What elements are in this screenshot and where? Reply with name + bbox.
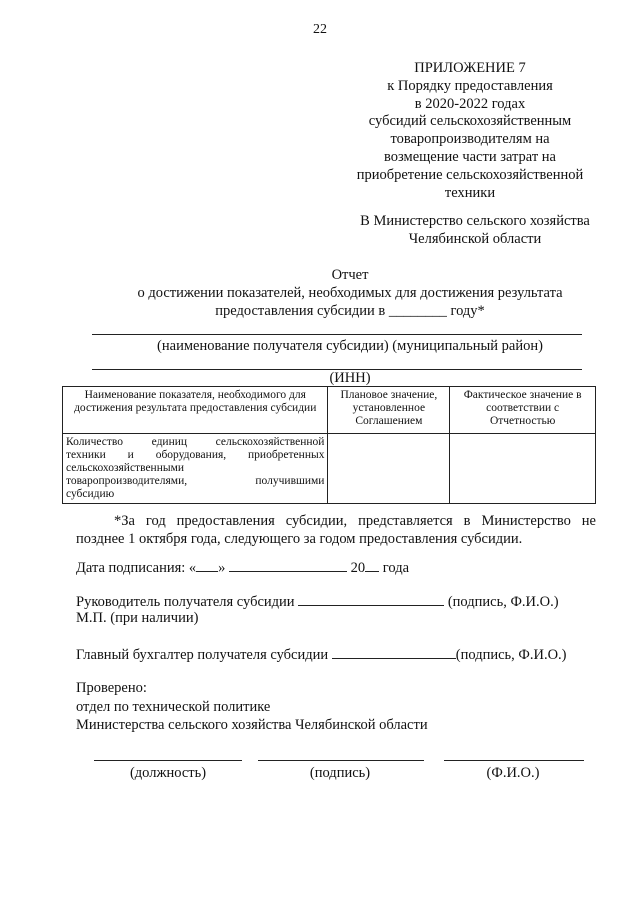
appendix-line: возмещение части затрат на — [384, 148, 556, 165]
appendix-line: к Порядку предоставления — [387, 77, 553, 94]
recipient-caption: (наименование получателя субсидии) (муниципальный район) — [157, 338, 543, 354]
indicator-cell — [63, 434, 328, 504]
table-row — [63, 434, 596, 504]
signing-date-line — [76, 558, 409, 577]
recipient-line — [92, 334, 582, 335]
header-planned: Плановое значение, установленное Соглашением — [328, 387, 450, 434]
year-blank[interactable] — [365, 558, 379, 572]
indicator-line: Количество единиц сельскохозяйственной — [66, 436, 325, 448]
footnote: *За год предоставления субсидии, представляется в Министерство не позднее 1 октября года, следующего за годом предоставления субсидии. — [76, 513, 596, 547]
verified-line: Министерства сельского хозяйства Челябинской области — [76, 717, 428, 733]
addressee-line: В Министерство сельского хозяйства — [360, 213, 590, 229]
signing-date-suffix: года — [382, 560, 410, 576]
addressee-line: Челябинской области — [408, 231, 542, 247]
verified-line: отдел по технической политике — [76, 698, 271, 715]
signature-line — [258, 760, 424, 761]
addressee-block — [330, 212, 620, 248]
appendix-line: товаропроизводителям на — [390, 131, 550, 148]
header-actual: Фактическое значение в соответствии с Отчетностью — [450, 387, 596, 434]
inn-caption: (ИНН) — [329, 370, 371, 386]
actual-value-cell[interactable] — [450, 434, 596, 504]
appendix-line: субсидий сельскохозяйственным — [368, 113, 572, 130]
signature-caption: (подпись) — [309, 765, 371, 781]
table-header-row — [63, 387, 596, 434]
header-indicator: Наименование показателя, необходимого для достижения результата предоставления субсидии — [63, 387, 328, 434]
page-number: 22 — [313, 22, 327, 37]
appendix-line: техники — [444, 184, 496, 201]
verified-block — [76, 679, 428, 735]
appendix-line: ПРИЛОЖЕНИЕ 7 — [414, 60, 526, 76]
appendix-line: в 2020-2022 годах — [414, 95, 526, 112]
position-caption: (должность) — [129, 765, 207, 781]
head-signature-line — [76, 592, 559, 611]
accountant-label: Главный бухгалтер получателя субсидии — [76, 647, 329, 663]
appendix-line: приобретение сельскохозяйственной — [356, 166, 584, 183]
name-caption: (Ф.И.О.) — [486, 765, 540, 781]
signing-date-year-prefix: 20 — [350, 560, 366, 576]
head-label: Руководитель получателя субсидии — [76, 594, 295, 610]
indicator-line: субсидию — [66, 488, 115, 500]
name-signature-line — [444, 760, 584, 761]
indicator-line: техники и оборудования, приобретенных — [66, 449, 325, 461]
head-signature-blank[interactable] — [298, 592, 444, 606]
head-suffix: (подпись, Ф.И.О.) — [447, 594, 559, 610]
indicators-table — [62, 386, 596, 504]
signing-date-prefix: Дата подписания: « — [76, 560, 197, 576]
title-line: Отчет — [331, 267, 369, 283]
accountant-signature-line — [76, 645, 567, 664]
accountant-suffix: (подпись, Ф.И.О.) — [455, 647, 567, 663]
title-line: о достижении показателей, необходимых для достижения результата — [137, 285, 563, 301]
title-line: предоставления субсидии в ________ году* — [215, 303, 485, 319]
signing-date-mid: » — [218, 560, 226, 576]
verified-line: Проверено: — [76, 680, 147, 696]
day-blank[interactable] — [196, 558, 218, 572]
indicator-line: товаропроизводителями, получившими — [66, 475, 325, 487]
seal-note: М.П. (при наличии) — [76, 610, 199, 626]
accountant-signature-blank[interactable] — [332, 645, 456, 659]
month-blank[interactable] — [229, 558, 347, 572]
position-signature-line — [94, 760, 242, 761]
report-title — [60, 266, 640, 320]
appendix-block — [340, 60, 600, 202]
planned-value-cell[interactable] — [328, 434, 450, 504]
indicator-line: сельскохозяйственными — [66, 462, 185, 474]
